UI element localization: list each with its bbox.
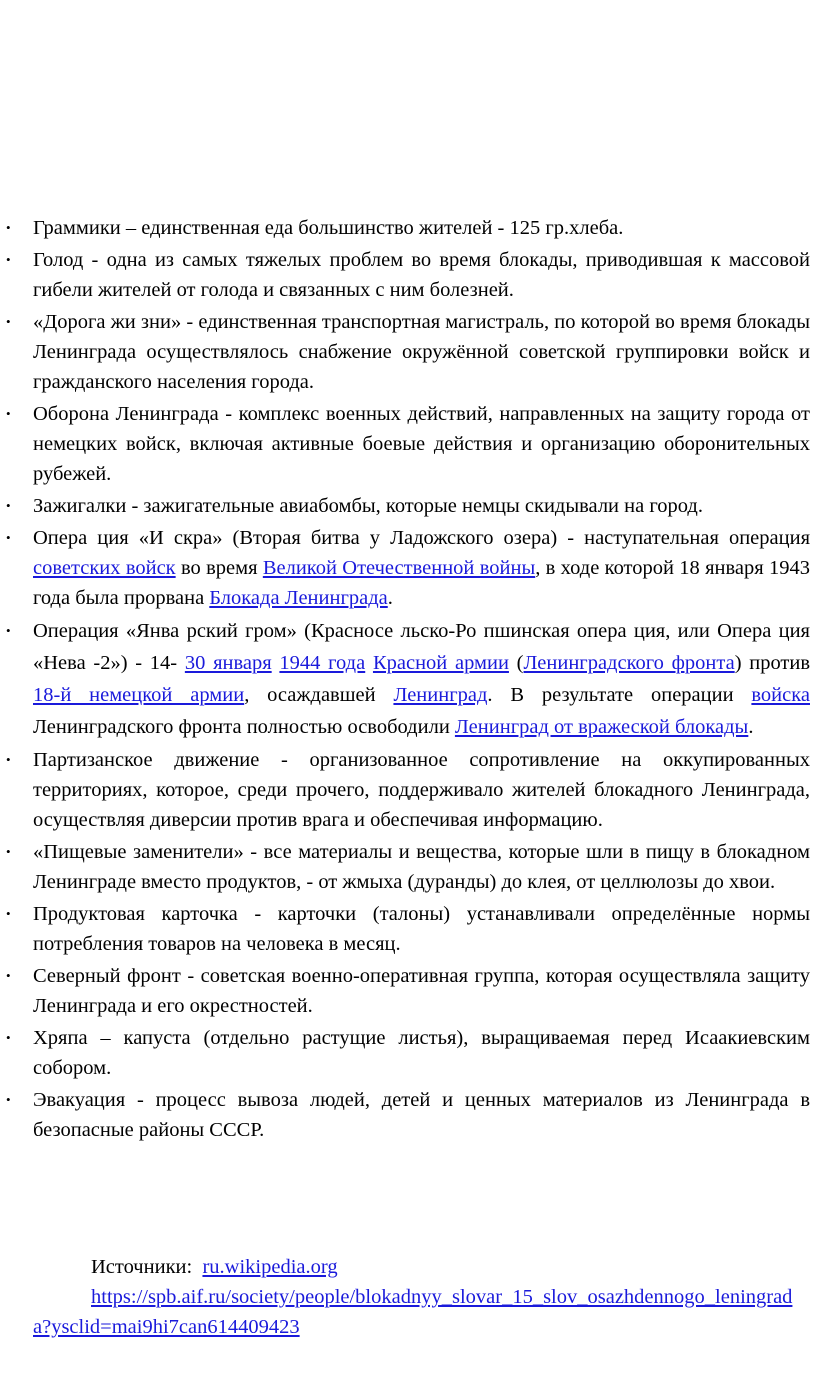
item-text — [365, 652, 373, 674]
list-item-golod — [0, 245, 816, 305]
item-text: Опера ция «И скра» (Вторая битва у Ладожского озера) - наступательная операция — [33, 527, 810, 549]
link-18th-german-army[interactable]: 18-й немецкой армии — [33, 684, 245, 706]
list-item-january-thunder — [0, 615, 816, 743]
item-text: Хряпа – капуста (отдельно растущие листья), выращиваемая перед Исаакиевским собором. — [33, 1027, 810, 1079]
bullet: • — [6, 498, 11, 513]
item-text: Граммики – единственная еда большинство жителей - 125 гр.хлеба. — [33, 217, 624, 239]
sources-block — [33, 1252, 810, 1342]
link-troops[interactable]: войска — [751, 684, 810, 706]
item-text: Операция «Янва рский гром» (Красносе льско-Ро пшинская опера ция, или Опера ция «Нева -2») - 14- — [33, 620, 810, 674]
link-soviet-troops[interactable]: советских войск — [33, 557, 176, 579]
bullet: • — [6, 314, 11, 329]
link-leningrad-front[interactable]: Ленинградского фронта — [523, 652, 735, 674]
link-red-army[interactable]: Красной армии — [372, 652, 509, 674]
item-text: Эвакуация - процесс вывоза людей, детей и ценных материалов из Ленинграда в безопасные районы СССР. — [33, 1089, 810, 1141]
link-leningrad-liberation[interactable]: Ленинград от вражеской блокады — [454, 716, 749, 738]
bullet: • — [6, 906, 11, 921]
link-1944-year[interactable]: 1944 года — [279, 652, 366, 674]
bullet: • — [6, 1092, 11, 1107]
sources-line — [33, 1252, 810, 1282]
list-item-food-substitutes — [0, 837, 816, 897]
item-text: . — [387, 587, 393, 609]
list-item-partisans — [0, 745, 816, 835]
item-text: . — [748, 716, 754, 738]
link-great-patriotic-war[interactable]: Великой Отечественной войны — [262, 557, 536, 579]
item-text: Продуктовая карточка - карточки (талоны) устанавливали определённые нормы потребления товаров на человека в месяц. — [33, 903, 810, 955]
link-leningrad-blockade[interactable]: Блокада Ленинграда — [209, 587, 388, 609]
item-text: Ленинградского фронта полностью освободили — [33, 716, 455, 738]
bullet: • — [6, 406, 11, 421]
list-item-evacuation — [0, 1085, 816, 1145]
item-text: . В результате операции — [487, 684, 752, 706]
list-item-iskra — [0, 523, 816, 613]
list-item-grammiki — [0, 213, 816, 243]
bullet: • — [6, 220, 11, 235]
sources-url-line — [33, 1282, 810, 1342]
item-text: Голод - одна из самых тяжелых проблем во время блокады, приводившая к массовой гибели жителей от голода и связанных с ним болезней. — [33, 249, 810, 301]
link-wikipedia[interactable]: ru.wikipedia.org — [202, 1256, 338, 1278]
item-text: Партизанское движение - организованное сопротивление на оккупированных территориях, которое, среди прочего, поддерживало жителей блокадного Ленинграда, осуществляя диверсии против врага и обеспечивая информацию. — [33, 749, 810, 831]
bullet: • — [6, 623, 11, 638]
list-item-ration-card — [0, 899, 816, 959]
list-item-khryapa — [0, 1023, 816, 1083]
item-text: Оборона Ленинграда - комплекс военных действий, направленных на защиту города от немецких войск, включая активные боевые действия и организацию оборонительных рубежей. — [33, 403, 810, 485]
sources-label: Источники: — [91, 1256, 193, 1278]
item-text: во время — [175, 557, 263, 579]
link-aif-article[interactable]: https://spb.aif.ru/society/people/blokadnyy_slovar_15_slov_osazhdennogo_leningrada?ysclid=mai9hi7can614409423 — [33, 1286, 793, 1338]
bullet: • — [6, 844, 11, 859]
item-text: «Дорога жи зни» - единственная транспортная магистраль, по которой во время блокады Ленинграда осуществлялось снабжение окружённой советской группировки войск и гражданского населения города. — [33, 311, 810, 393]
list-item-zazhigalki — [0, 491, 816, 521]
item-text: «Пищевые заменители» - все материалы и вещества, которые шли в пищу в блокадном Ленинграде вместо продуктов, - от жмыха (дуранды) до клея, от целлюлозы до хвои. — [33, 841, 810, 893]
item-text: ( — [508, 652, 524, 674]
list-item-doroga-zhizni — [0, 307, 816, 397]
item-text: , осаждавшей — [244, 684, 394, 706]
bullet: • — [6, 252, 11, 267]
bullet: • — [6, 752, 11, 767]
bullet: • — [6, 968, 11, 983]
item-text: , в ходе которой 18 января 1943 года была прорвана — [33, 557, 810, 609]
item-text: Зажигалки - зажигательные авиабомбы, которые немцы скидывали на город. — [33, 495, 703, 517]
item-text: Северный фронт - советская военно-оперативная группа, которая осуществляла защиту Ленинграда и его окрестностей. — [33, 965, 810, 1017]
list-item-oborona — [0, 399, 816, 489]
bullet: • — [6, 530, 11, 545]
list-item-northern-front — [0, 961, 816, 1021]
item-text: ) против — [734, 652, 811, 674]
glossary-list — [0, 213, 816, 1147]
link-leningrad[interactable]: Ленинград — [393, 684, 488, 706]
bullet: • — [6, 1030, 11, 1045]
link-30-january[interactable]: 30 января — [184, 652, 272, 674]
